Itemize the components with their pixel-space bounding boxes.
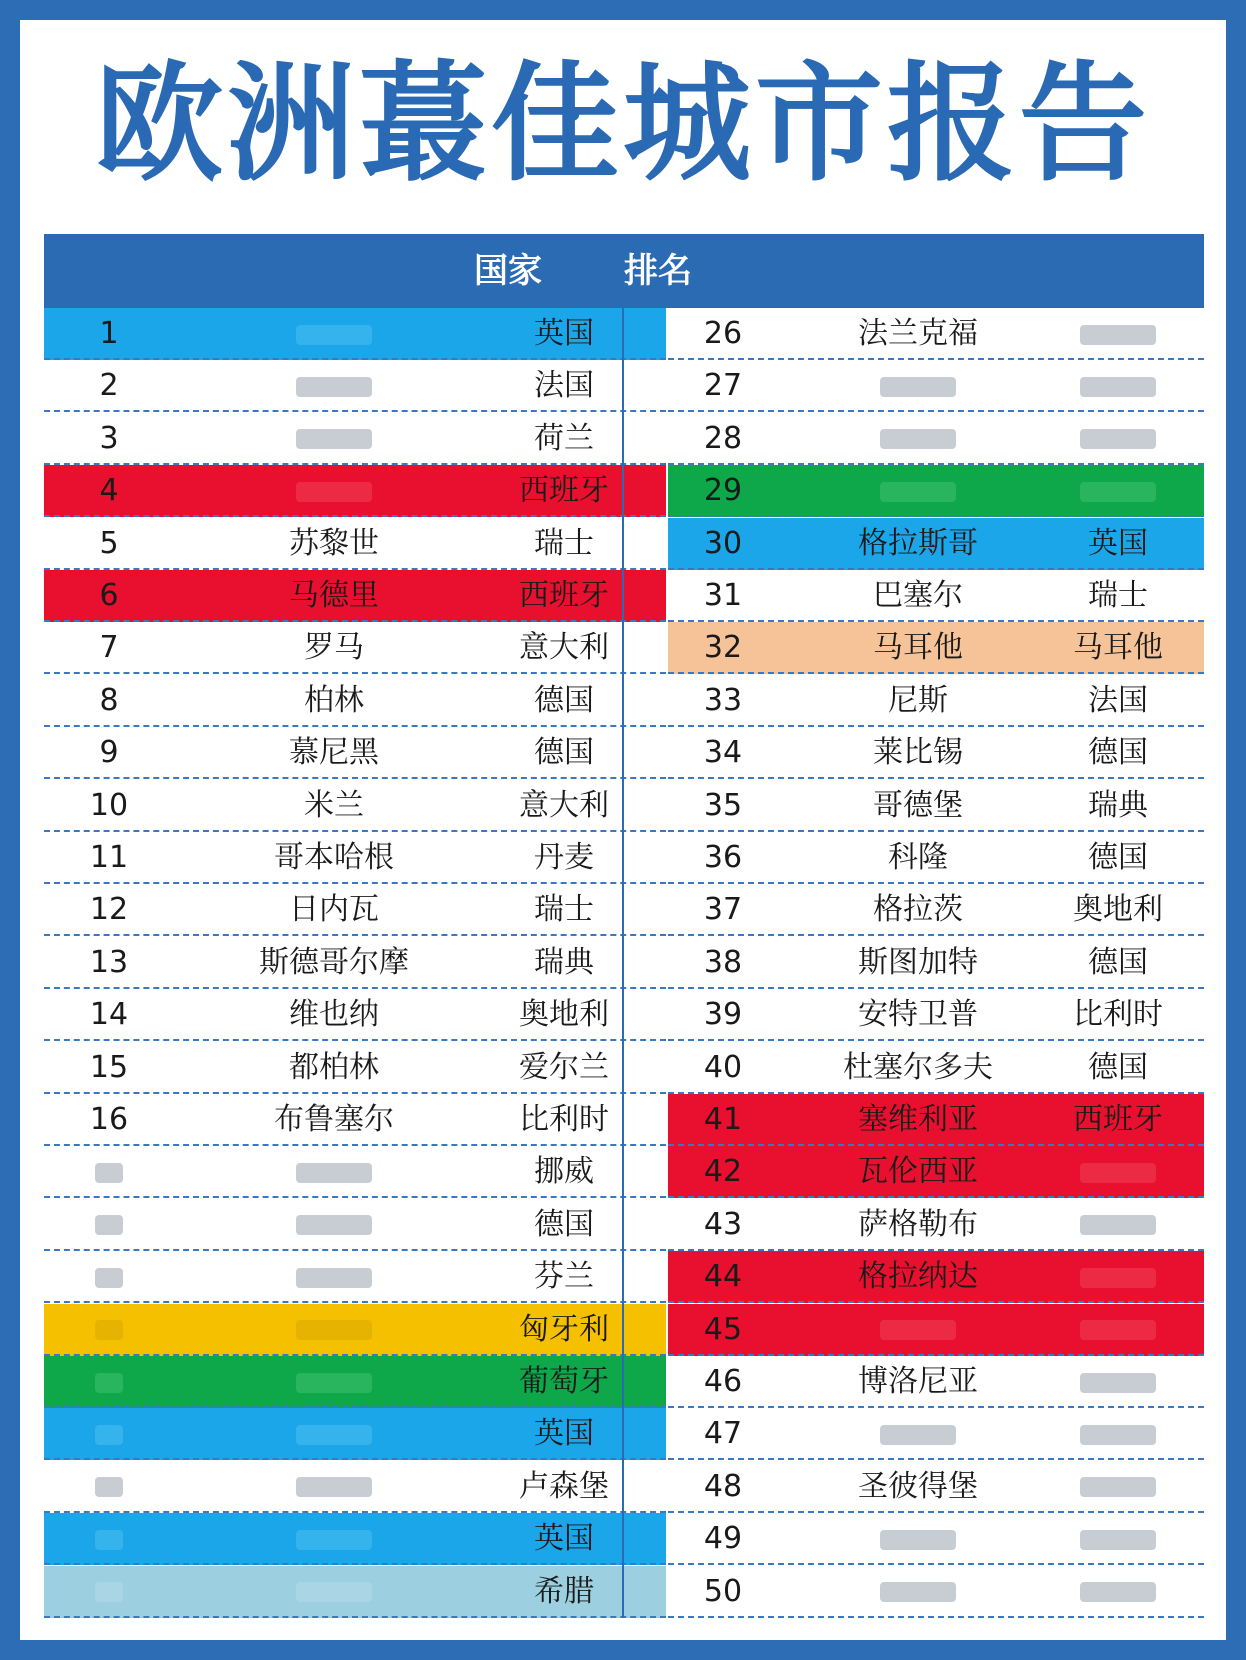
blurred-text [880,1582,956,1602]
cell-city: 博洛尼亚 [858,1364,978,1399]
cell-city: 罗马 [304,630,364,666]
blurred-text [296,1373,372,1393]
table-row [44,727,666,779]
blurred-text [95,1163,123,1183]
table-row [44,989,666,1041]
cell-city [214,1513,454,1565]
cell-country: 荷兰 [534,420,594,456]
cell-country: 法国 [1088,682,1148,718]
cell-rank: 7 [99,630,119,666]
table-row [44,1304,666,1356]
cell-rank: 16 [89,1102,129,1137]
blurred-text [1080,1163,1156,1183]
blurred-text [95,1215,123,1235]
cell-country: 挪威 [534,1154,594,1190]
cell-city [214,1566,454,1618]
blurred-text [95,1582,123,1602]
cell-country [1038,413,1198,465]
cell-rank: 12 [89,892,129,928]
cell-rank: 1 [99,316,119,351]
cell-country: 英国 [534,1416,594,1452]
cell-country: 奥地利 [1073,892,1163,928]
cell-city: 圣彼得堡 [858,1468,978,1504]
blurred-text [1080,1582,1156,1602]
cell-city [808,1566,1028,1618]
blurred-text [296,1530,372,1550]
blurred-text [880,1530,956,1550]
cell-rank: 33 [703,682,743,718]
cell-country: 西班牙 [519,473,609,509]
cell-city: 斯德哥尔摩 [259,944,409,980]
cell-rank [64,1304,154,1356]
cell-city: 瓦伦西亚 [858,1154,978,1190]
cell-rank: 9 [99,735,119,771]
blurred-text [1080,1373,1156,1393]
cell-country: 德国 [534,735,594,771]
table-row [44,308,666,360]
table-row [668,1146,1204,1198]
blurred-text [880,1320,956,1340]
cell-rank [64,1251,154,1303]
table-row [44,1461,666,1513]
cell-city: 巴塞尔 [873,578,963,613]
cell-rank: 35 [703,787,743,823]
cell-country: 爱尔兰 [519,1049,609,1085]
cell-city: 塞维利亚 [858,1102,978,1137]
cell-city: 慕尼黑 [289,735,379,771]
cell-city: 柏林 [304,682,364,718]
cell-country: 卢森堡 [519,1468,609,1504]
table-row [668,518,1204,570]
table-row [668,1042,1204,1094]
cell-city: 斯图加特 [858,944,978,980]
blurred-text [880,482,956,502]
cell-city [214,1461,454,1513]
blurred-text [1080,1215,1156,1235]
cell-city: 法兰克福 [858,316,978,351]
cell-country: 瑞士 [534,892,594,928]
table-row [668,1408,1204,1460]
table-row [668,622,1204,674]
cell-rank: 29 [703,473,743,509]
cell-city [214,1408,454,1460]
blurred-text [296,429,372,449]
cell-country: 匈牙利 [519,1311,609,1347]
table-row [44,413,666,465]
cell-rank: 5 [99,525,119,561]
table-row [668,1461,1204,1513]
cell-city: 格拉茨 [873,892,963,928]
cell-country: 西班牙 [519,578,609,613]
cell-country [1038,1146,1198,1198]
cell-rank: 47 [703,1416,743,1452]
cell-rank: 36 [703,840,743,875]
cell-rank: 37 [703,892,743,928]
blurred-text [1080,482,1156,502]
cell-country: 瑞士 [1088,578,1148,613]
cell-country: 德国 [1088,1049,1148,1085]
blurred-text [95,1425,123,1445]
cell-country: 比利时 [519,1102,609,1137]
table-row [668,413,1204,465]
page-title: 欧洲蕞佳城市报告 [94,50,1151,199]
cell-rank: 43 [703,1206,743,1242]
cell-country [1038,1304,1198,1356]
cell-city [214,465,454,517]
cell-country [1038,465,1198,517]
table-row [44,1199,666,1251]
cell-country: 比利时 [1073,997,1163,1033]
cell-city: 格拉纳达 [858,1259,978,1295]
cell-rank: 2 [99,368,119,404]
cell-country [1038,1199,1198,1251]
table-row [668,1094,1204,1146]
cell-rank: 46 [703,1364,743,1399]
table-row [44,1094,666,1146]
cell-city [214,1251,454,1303]
cell-rank: 31 [703,578,743,613]
cell-country [1038,1356,1198,1408]
table-row [44,884,666,936]
cell-rank: 42 [703,1154,743,1190]
cell-rank: 8 [99,682,119,718]
blurred-text [296,1320,372,1340]
cell-rank: 30 [703,525,743,561]
cell-country: 德国 [534,1206,594,1242]
table-row [44,1251,666,1303]
blurred-text [296,325,372,345]
cell-rank: 15 [89,1049,129,1085]
blurred-text [1080,325,1156,345]
cell-country: 西班牙 [1073,1102,1163,1137]
cell-country [1038,308,1198,360]
cell-city [808,413,1028,465]
blurred-text [296,482,372,502]
table-row [44,622,666,674]
table-row [668,465,1204,517]
cell-city: 哥本哈根 [274,840,394,875]
cell-country: 意大利 [519,630,609,666]
cell-country: 法国 [534,368,594,404]
cell-country: 德国 [1088,735,1148,771]
blurred-text [1080,1530,1156,1550]
blurred-text [296,1425,372,1445]
table-row [668,675,1204,727]
table-row [44,937,666,989]
cell-city: 布鲁塞尔 [274,1102,394,1137]
cell-city: 维也纳 [289,997,379,1033]
cell-country [1038,1251,1198,1303]
table-row [44,1146,666,1198]
blurred-text [1080,429,1156,449]
cell-country [1038,1513,1198,1565]
table-row [44,1513,666,1565]
cell-city [808,1304,1028,1356]
blurred-text [296,1582,372,1602]
table-row [668,1199,1204,1251]
table-row [44,1566,666,1618]
cell-rank: 13 [89,944,129,980]
blurred-text [95,1530,123,1550]
table-row [668,989,1204,1041]
cell-rank: 11 [89,840,129,875]
cell-country [1038,1566,1198,1618]
header-rank-label: 排名 [624,251,692,291]
cell-rank [64,1199,154,1251]
table-row [668,1251,1204,1303]
blurred-text [880,1425,956,1445]
cell-city [808,1408,1028,1460]
cell-rank: 39 [703,997,743,1033]
cell-country: 希腊 [534,1573,594,1609]
cell-city [214,1146,454,1198]
cell-country: 英国 [534,316,594,351]
table-row [44,675,666,727]
cell-city [808,465,1028,517]
cell-city: 萨格勒布 [858,1206,978,1242]
cell-country: 葡萄牙 [519,1364,609,1399]
cell-country: 德国 [1088,944,1148,980]
cell-city: 日内瓦 [289,892,379,928]
cell-city: 苏黎世 [289,525,379,561]
cell-country: 德国 [534,682,594,718]
cell-city: 马耳他 [873,630,963,666]
header-country-label: 国家 [474,251,542,291]
cell-rank: 49 [703,1521,743,1557]
table-row [668,570,1204,622]
cell-country: 丹麦 [534,840,594,875]
table-row [668,360,1204,412]
cell-city: 科隆 [888,840,948,875]
blurred-text [1080,1268,1156,1288]
cell-rank [64,1461,154,1513]
cell-rank: 34 [703,735,743,771]
table-row [668,832,1204,884]
cell-country: 瑞士 [534,525,594,561]
table-row [44,518,666,570]
table-row [668,1513,1204,1565]
table-row [668,727,1204,779]
cell-country [1038,360,1198,412]
blurred-text [880,429,956,449]
cell-country: 意大利 [519,787,609,823]
cell-city: 杜塞尔多夫 [843,1049,993,1085]
cell-country: 英国 [1088,525,1148,561]
cell-rank: 14 [89,997,129,1033]
cell-city [808,1513,1028,1565]
cell-city: 哥德堡 [873,787,963,823]
cell-country: 英国 [534,1521,594,1557]
cell-city [214,1199,454,1251]
cell-country [1038,1461,1198,1513]
cell-country: 马耳他 [1073,630,1163,666]
cell-rank: 40 [703,1049,743,1085]
cell-city: 莱比锡 [873,735,963,771]
cell-city [214,1356,454,1408]
cell-rank: 38 [703,944,743,980]
blurred-text [1080,1425,1156,1445]
table-row [44,780,666,832]
table-row [44,1356,666,1408]
cell-city [214,413,454,465]
table-row [668,937,1204,989]
cell-city: 都柏林 [289,1049,379,1085]
cell-rank [64,1146,154,1198]
cell-city: 安特卫普 [858,997,978,1033]
cell-rank [64,1356,154,1408]
blurred-text [296,1477,372,1497]
blurred-text [1080,1477,1156,1497]
cell-rank: 44 [703,1259,743,1295]
cell-rank: 45 [703,1311,743,1347]
cell-country: 芬兰 [534,1259,594,1295]
blurred-text [95,1320,123,1340]
table-row [44,832,666,884]
cell-city: 米兰 [304,787,364,823]
table-row [668,1304,1204,1356]
table-row [668,308,1204,360]
cell-rank [64,1566,154,1618]
cell-rank: 50 [703,1573,743,1609]
cell-country [1038,1408,1198,1460]
table-header [44,234,1204,308]
cell-city [214,1304,454,1356]
cell-rank: 4 [99,473,119,509]
table-row [44,1408,666,1460]
cell-rank [64,1408,154,1460]
cell-city [808,360,1028,412]
cell-city: 马德里 [289,578,379,613]
cell-rank: 26 [703,316,743,351]
cell-rank: 3 [99,420,119,456]
table-row [44,465,666,517]
cell-country: 德国 [1088,840,1148,875]
blurred-text [880,377,956,397]
cell-rank: 10 [89,787,129,823]
blurred-text [95,1477,123,1497]
table-row [668,780,1204,832]
blurred-text [1080,377,1156,397]
cell-city [214,360,454,412]
cell-city: 格拉斯哥 [858,525,978,561]
cell-rank: 27 [703,368,743,404]
blurred-text [95,1373,123,1393]
cell-rank: 6 [99,578,119,613]
table-row [44,1042,666,1094]
table-row [668,884,1204,936]
blurred-text [296,377,372,397]
cell-rank: 28 [703,420,743,456]
cell-rank [64,1513,154,1565]
cell-rank: 41 [703,1102,743,1137]
blurred-text [296,1163,372,1183]
table-row [44,360,666,412]
table-row [668,1566,1204,1618]
cell-city: 尼斯 [888,682,948,718]
cell-country: 奥地利 [519,997,609,1033]
blurred-text [296,1215,372,1235]
table-row [44,570,666,622]
cell-country: 瑞典 [534,944,594,980]
blurred-text [1080,1320,1156,1340]
cell-city [214,308,454,360]
blurred-text [296,1268,372,1288]
blurred-text [95,1268,123,1288]
cell-rank: 48 [703,1468,743,1504]
cell-rank: 32 [703,630,743,666]
column-divider [622,308,624,1618]
table-row [668,1356,1204,1408]
cell-country: 瑞典 [1088,787,1148,823]
